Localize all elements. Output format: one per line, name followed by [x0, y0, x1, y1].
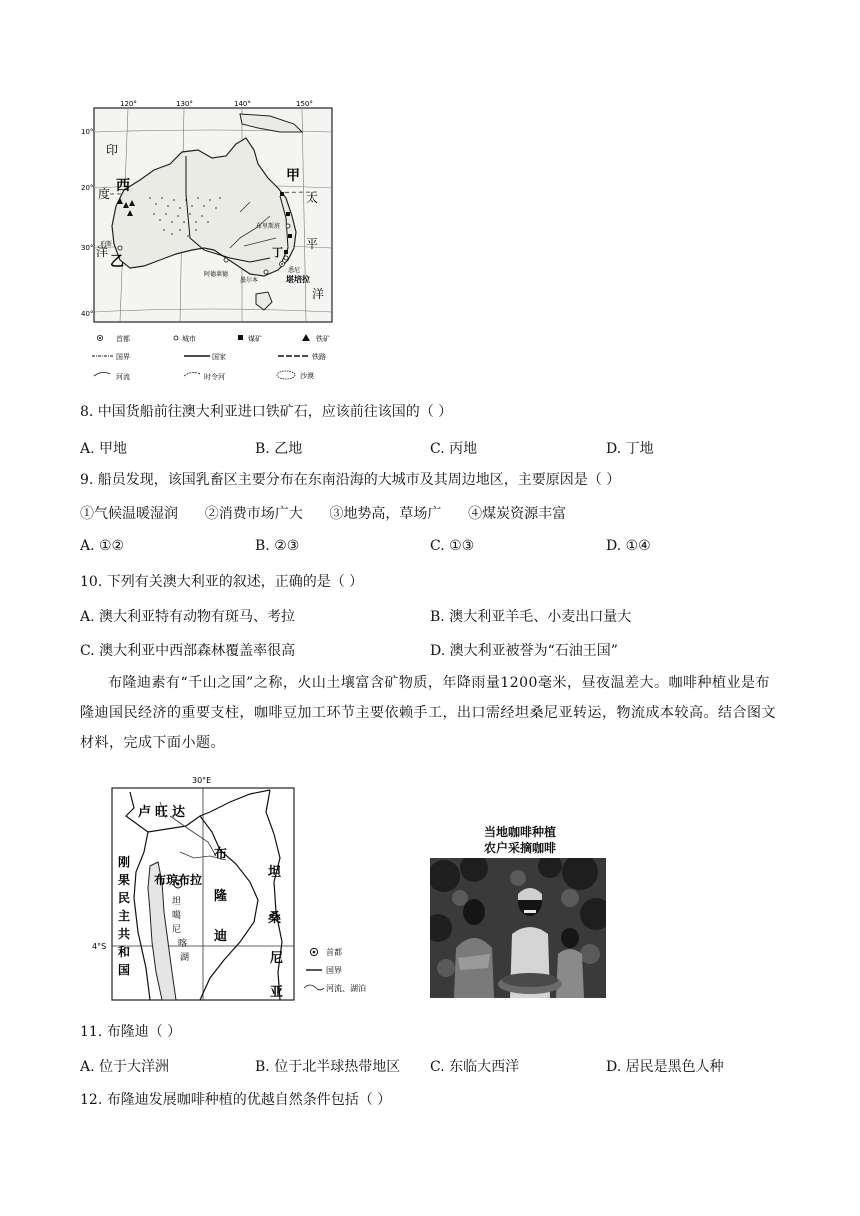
region-label: 印: [106, 143, 119, 157]
river-lake-legend-icon: [304, 985, 324, 990]
q8-option-d[interactable]: D. 丁地: [606, 441, 654, 457]
iron-legend-icon: [302, 334, 310, 341]
photo-caption-line-2: 农户采摘咖啡: [483, 841, 556, 855]
svg-text:坦: 坦: [172, 897, 182, 907]
q11-option-b[interactable]: B. 位于北半球热带地区: [255, 1059, 401, 1075]
legend-label: 铁路: [312, 353, 326, 361]
city-label: 堪培拉: [286, 275, 310, 284]
coffee-farmers-photo: [430, 858, 606, 998]
svg-text:国: 国: [118, 963, 131, 977]
svg-text:果: 果: [118, 873, 131, 887]
legend-label: 时令河: [204, 373, 225, 381]
legend-label: 国界: [326, 966, 342, 975]
city-label: 悉尼: [288, 267, 301, 274]
coffee-farmers-photo-svg: [430, 858, 606, 998]
region-label: 洋: [96, 245, 109, 259]
coal-legend-icon: [238, 335, 243, 340]
svg-text:和: 和: [118, 945, 131, 959]
legend-label: 河流: [116, 373, 130, 381]
legend-label: 煤矿: [248, 335, 262, 343]
svg-text:尼: 尼: [270, 951, 284, 966]
city-label: 阿德莱德: [204, 271, 229, 278]
region-label-yi: 乙: [110, 254, 124, 270]
region-label: 度: [98, 187, 111, 201]
question-11-stem: 11. 布隆迪（ ）: [80, 1024, 182, 1040]
city-legend-icon: [174, 336, 178, 340]
burundi-map: [90, 772, 390, 1004]
capital-label: 布琼布拉: [154, 873, 203, 887]
seasonal-river-legend-icon: [184, 372, 200, 376]
svg-text:亚: 亚: [270, 985, 284, 1000]
lat-label: 10°: [81, 128, 94, 136]
q11-option-d[interactable]: D. 居民是黑色人种: [606, 1059, 724, 1075]
passage-text: 布隆迪素有“千山之国”之称，火山土壤富含矿物质，年降雨量1200毫米，昼夜温差大。咖啡种植业是布隆迪国民经济的重要支柱，咖啡豆加工环节主要依赖手工，出口需经坦桑尼亚转运，物流成本较高。结合图文材料，完成下面小题。: [80, 675, 776, 751]
australia-map-svg: [80, 98, 350, 390]
q9-option-d[interactable]: D. ①④: [606, 538, 651, 554]
question-10-stem: 10. 下列有关澳大利亚的叙述，正确的是（ ）: [80, 574, 364, 590]
river-legend-icon: [94, 372, 110, 376]
lon-label: 130°: [176, 100, 193, 108]
lon-label: 150°: [296, 100, 313, 108]
svg-text:桑: 桑: [268, 911, 282, 926]
q11-option-c[interactable]: C. 东临大西洋: [430, 1059, 520, 1075]
svg-text:共: 共: [118, 927, 131, 941]
q8-option-b[interactable]: B. 乙地: [255, 441, 303, 457]
q10-option-c[interactable]: C. 澳大利亚中西部森林覆盖率很高: [80, 643, 296, 659]
lat-label: 30°: [81, 244, 94, 252]
q8-option-c[interactable]: C. 丙地: [430, 441, 478, 457]
q9-option-a[interactable]: A. ①②: [80, 538, 125, 554]
svg-text:布: 布: [214, 847, 228, 862]
q9-option-c[interactable]: C. ①③: [430, 538, 475, 554]
drc-label: [118, 854, 130, 977]
rwanda-label: 卢旺达: [138, 805, 190, 820]
region-label: 平: [306, 237, 319, 251]
lat-label: 4°S: [92, 942, 107, 951]
svg-text:湖: 湖: [180, 953, 190, 963]
svg-text:隆: 隆: [214, 889, 228, 904]
city-label: 布里斯班: [256, 223, 281, 230]
question-9-items: ①气候温暖湿润 ②消费市场广大 ③地势高，草场广 ④煤炭资源丰富: [80, 506, 567, 522]
burundi-map-svg: [90, 772, 390, 1004]
svg-text:喀: 喀: [178, 939, 188, 949]
svg-text:坦: 坦: [268, 865, 282, 880]
svg-text:噶: 噶: [172, 911, 182, 921]
q11-option-a[interactable]: A. 位于大洋洲: [80, 1059, 170, 1075]
question-9-stem: 9. 船员发现，该国乳畜区主要分布在东南沿海的大城市及其周边地区，主要原因是（ ）: [80, 472, 621, 488]
legend-label: 沙漠: [300, 372, 314, 380]
lon-label: 120°: [120, 100, 137, 108]
region-label-bing: 西: [116, 178, 130, 194]
region-label: 太: [306, 191, 319, 205]
q9-option-b[interactable]: B. ②③: [255, 538, 300, 554]
legend-label: 首都: [116, 335, 130, 343]
q10-option-d[interactable]: D. 澳大利亚被誉为“石油王国”: [430, 643, 618, 659]
photo-caption-line-1: 当地咖啡种植: [483, 825, 556, 839]
svg-text:民: 民: [118, 891, 131, 905]
legend-label: 国家: [212, 353, 226, 361]
legend-label: 首都: [326, 948, 342, 957]
desert-legend-icon: [277, 371, 295, 379]
burundi-label: [213, 846, 227, 944]
legend-label: 城市: [182, 335, 196, 343]
region-label-ding: 丁: [272, 246, 283, 259]
region-label: 洋: [312, 287, 325, 301]
svg-text:刚: 刚: [118, 855, 131, 869]
svg-text:迪: 迪: [214, 929, 228, 944]
q10-option-a[interactable]: A. 澳大利亚特有动物有斑马、考拉: [80, 609, 296, 625]
svg-text:尼: 尼: [172, 925, 182, 935]
photo-caption: [440, 824, 600, 856]
lat-label: 40°: [81, 310, 94, 318]
australia-map: [80, 98, 350, 390]
question-8-stem: 8. 中国货船前往澳大利亚进口铁矿石，应该前往该国的（ ）: [80, 404, 453, 420]
legend-label: 铁矿: [316, 335, 330, 343]
legend-label: 国界: [116, 353, 130, 361]
q10-option-b[interactable]: B. 澳大利亚羊毛、小麦出口量大: [430, 609, 632, 625]
city-label: 珀斯: [100, 241, 113, 248]
question-12-stem: 12. 布隆迪发展咖啡种植的优越自然条件包括（ ）: [80, 1092, 392, 1108]
svg-text:主: 主: [118, 909, 131, 923]
legend-label: 河流、湖泊: [326, 984, 366, 993]
city-label: 墨尔本: [240, 277, 259, 284]
lon-label: 140°: [234, 100, 251, 108]
lat-label: 20°: [81, 184, 94, 192]
region-label-jia: 甲: [286, 168, 300, 184]
lon-label: 30°E: [192, 776, 212, 785]
q8-option-a[interactable]: A. 甲地: [80, 441, 128, 457]
